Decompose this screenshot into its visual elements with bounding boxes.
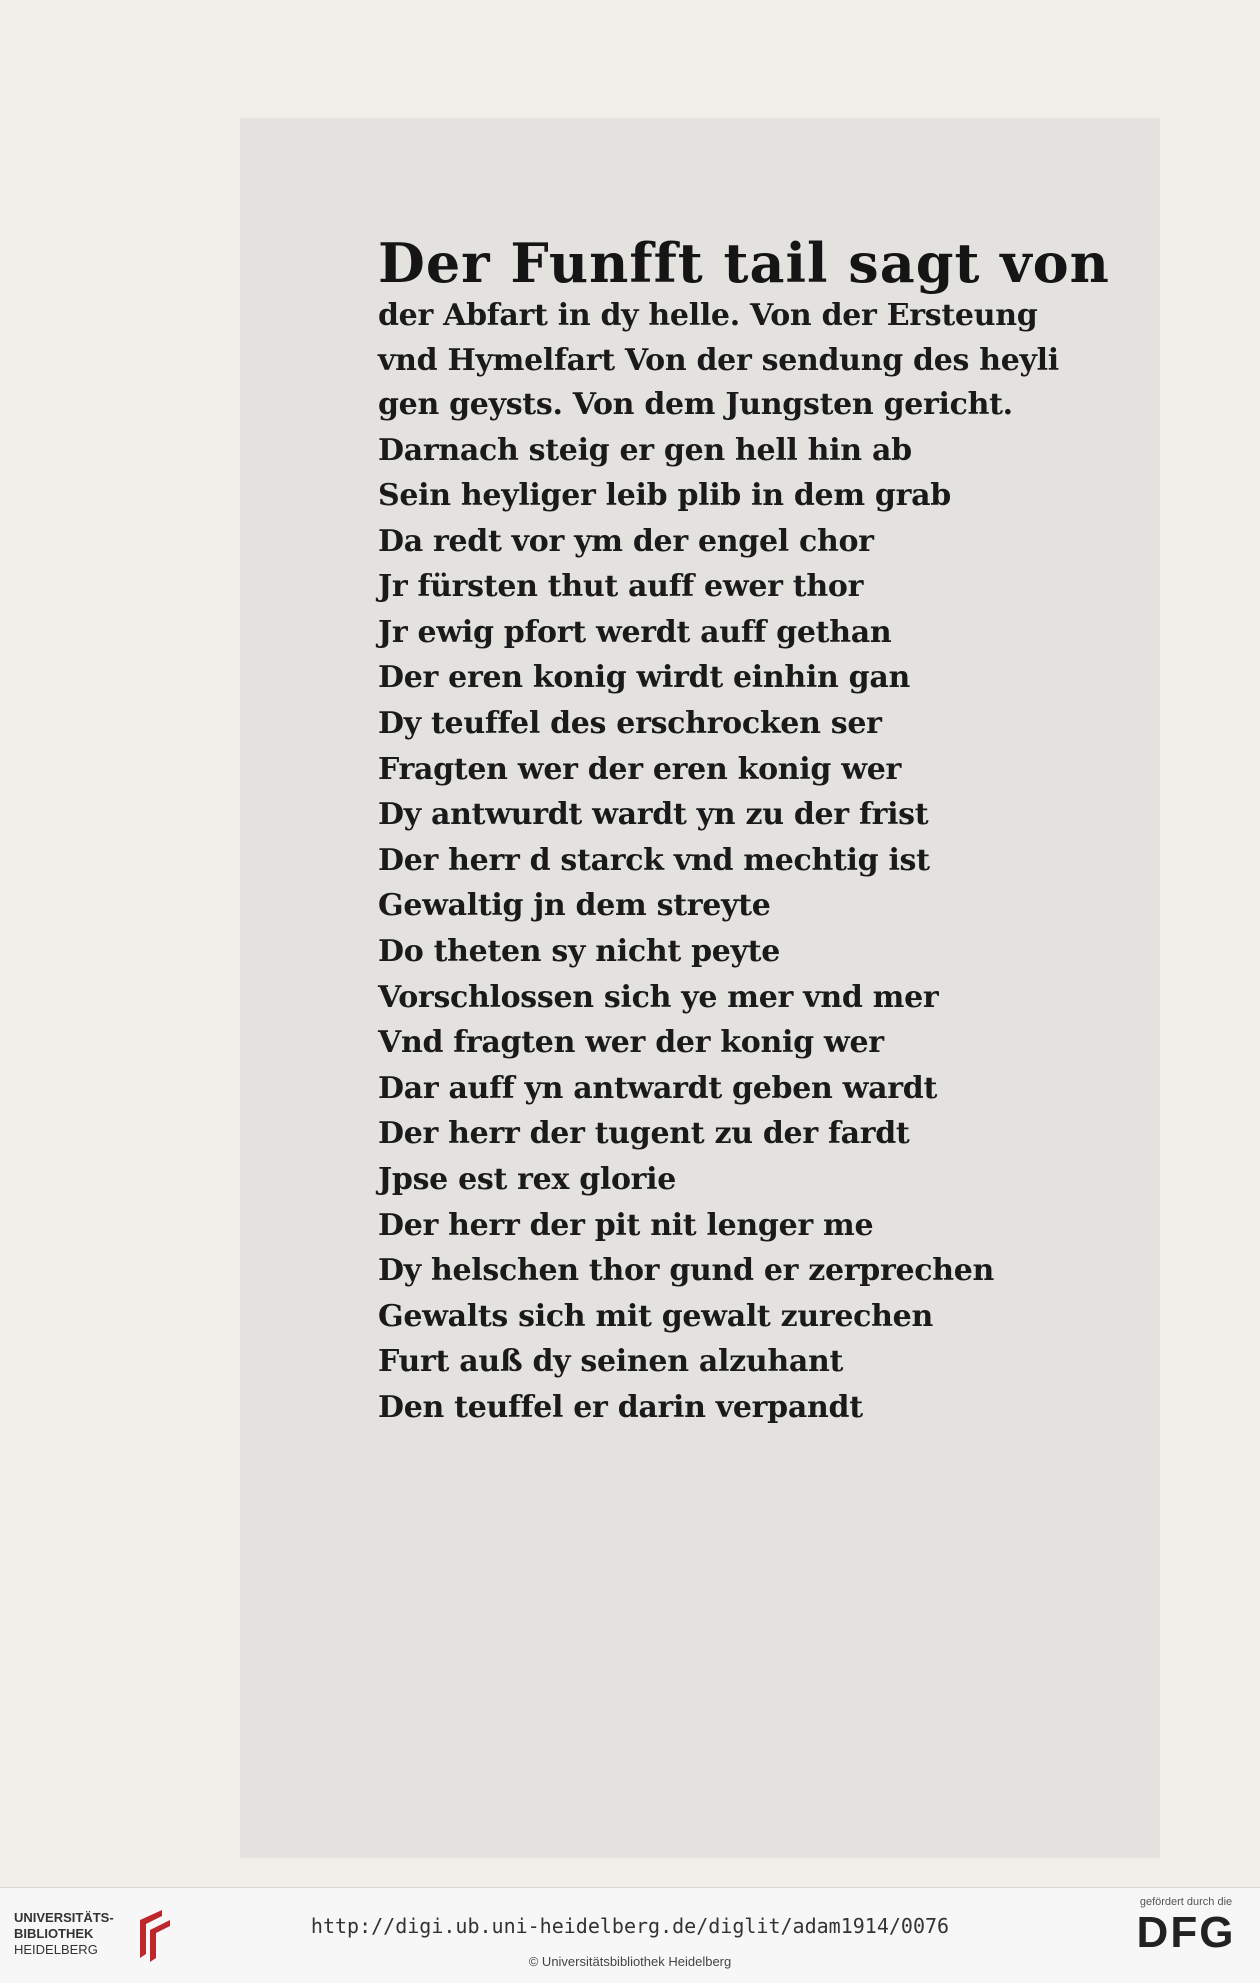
verse-line: Dy antwurdt wardt yn zu der frist bbox=[378, 797, 929, 833]
verse-line: Der herr der pit nit lenger me bbox=[378, 1207, 874, 1243]
verse-line: Do theten sy nicht peyte bbox=[378, 934, 781, 970]
verse-line: Jr ewig pfort werdt auff gethan bbox=[378, 614, 892, 650]
library-name: UNIVERSITÄTS- BIBLIOTHEK HEIDELBERG bbox=[14, 1910, 114, 1957]
verse-line: Der herr der tugent zu der fardt bbox=[378, 1116, 910, 1152]
verse-line: Furt auß dy seinen alzuhant bbox=[378, 1344, 844, 1380]
footer-bar bbox=[0, 1887, 1260, 1983]
dfg-badge[interactable] bbox=[1126, 1896, 1246, 1958]
verse-line: Dy helschen thor gund er zerprechen bbox=[378, 1253, 995, 1289]
verse-line: Vnd fragten wer der konig wer bbox=[378, 1025, 884, 1061]
verse-line: Sein heyliger leib plib in dem grab bbox=[378, 478, 951, 514]
intro-line: vnd Hymelfart Von der sendung des heyli bbox=[378, 342, 1059, 378]
verse-line: Fragten wer der eren konig wer bbox=[378, 751, 902, 787]
verse-block bbox=[378, 428, 1078, 1431]
verse-line: Jpse est rex glorie bbox=[378, 1162, 677, 1197]
verse-line: Gewalts sich mit gewalt zurechen bbox=[378, 1298, 933, 1334]
dfg-logo: DFG bbox=[1136, 1908, 1236, 1957]
copyright-notice: © Universitätsbibliothek Heidelberg bbox=[528, 1954, 732, 1969]
permalink-url[interactable]: http://digi.ub.uni-heidelberg.de/diglit/adam1914/0076 bbox=[310, 1914, 950, 1938]
intro-paragraph bbox=[378, 294, 1078, 428]
verse-line: Der herr d starck vnd mechtig ist bbox=[378, 842, 930, 878]
section-heading: Der Funfft tail sagt von bbox=[378, 231, 1110, 295]
verse-line: Da redt vor ym der engel chor bbox=[378, 523, 874, 559]
verse-line: Dy teuffel des erschrocken ser bbox=[378, 706, 882, 742]
verse-line: Der eren konig wirdt einhin gan bbox=[378, 660, 911, 696]
verse-line: Vorschlossen sich ye mer vnd mer bbox=[378, 979, 939, 1015]
verse-line: Jr fürsten thut auff ewer thor bbox=[378, 569, 864, 605]
verse-line: Gewaltig jn dem streyte bbox=[378, 888, 771, 924]
text-block bbox=[378, 231, 1110, 1431]
intro-line: der Abfart in dy helle. Von der Ersteung bbox=[378, 298, 1038, 333]
intro-line: gen geysts. Von dem Jungsten gericht. bbox=[378, 387, 1013, 422]
verse-line: Dar auff yn antwardt geben wardt bbox=[378, 1070, 938, 1106]
funding-note: gefördert durch die bbox=[1139, 1896, 1233, 1908]
verse-line: Den teuffel er darin verpandt bbox=[378, 1389, 863, 1425]
verse-line: Darnach steig er gen hell hin ab bbox=[378, 432, 912, 468]
